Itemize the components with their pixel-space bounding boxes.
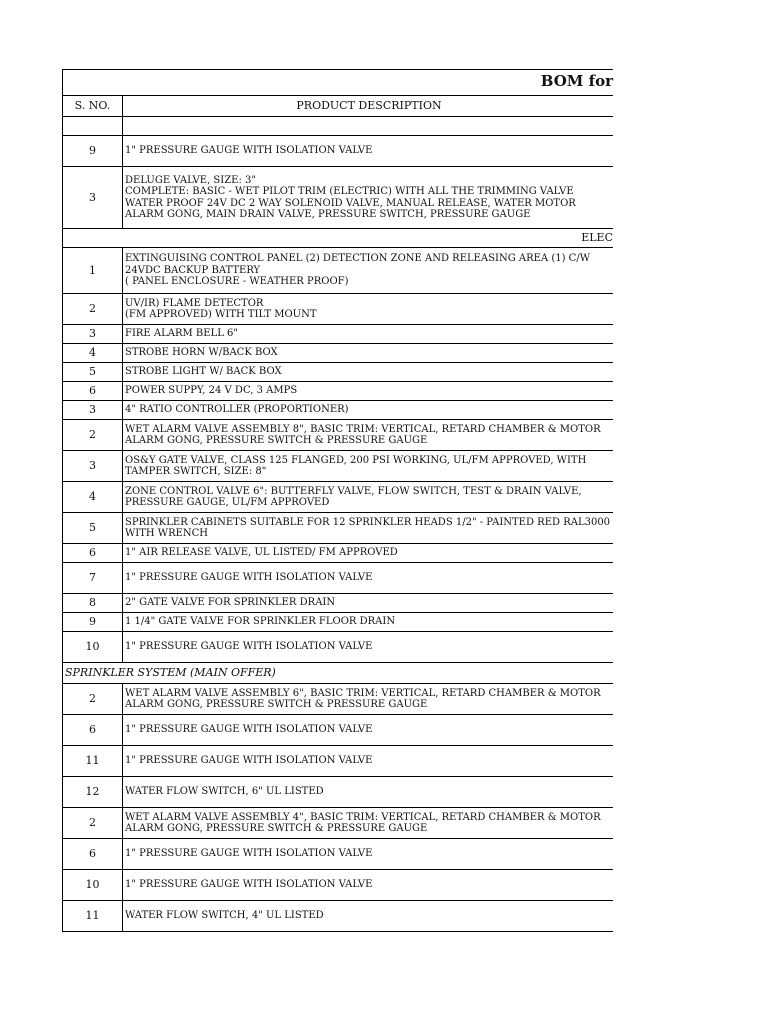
row-number: 3 [63,325,123,344]
row-description: FIRE ALARM BELL 6" [123,325,614,344]
row-number: 5 [63,513,123,544]
row-number: 6 [63,715,123,746]
row-number: 7 [63,563,123,594]
table-row [63,870,614,901]
row-number: 3 [63,401,123,420]
table-row [63,248,614,294]
row-number: 2 [63,420,123,451]
table-row [63,746,614,777]
row-description: OS&Y GATE VALVE, CLASS 125 FLANGED, 200 PSI WORKING, UL/FM APPROVED, WITH TAMPER SWITCH, SIZE: 8" [123,451,614,482]
table-row [63,544,614,563]
row-number: 8 [63,594,123,613]
table-row [63,808,614,839]
blank-row [63,117,614,136]
row-number: 9 [63,136,123,167]
rows-a [63,136,614,229]
rows-b [63,248,614,663]
row-number: 3 [63,451,123,482]
sheet-title: BOM for [540,72,613,90]
table-row [63,901,614,932]
blank-cell [123,117,614,136]
section-electric-title: ELEC [63,229,614,248]
row-description: DELUGE VALVE, SIZE: 3" COMPLETE: BASIC - WET PILOT TRIM (ELECTRIC) WITH ALL THE TRIMMING VALVE WATER PROOF 24V DC 2 WAY SOLENOID VALVE, MANUAL RELEASE, WATER MOTOR ALARM GONG, MAIN DRAIN VALVE, PRESSURE SWITCH, PRESSURE GAUGE [123,167,614,229]
table-row [63,401,614,420]
row-description: 1" PRESSURE GAUGE WITH ISOLATION VALVE [123,715,614,746]
row-description: WATER FLOW SWITCH, 4" UL LISTED [123,901,614,932]
bom-table [62,95,613,663]
table-row [63,839,614,870]
header-row [63,96,614,117]
table-row [63,684,614,715]
table-row [63,632,614,663]
table-row [63,594,614,613]
table-row [63,613,614,632]
table-row [63,420,614,451]
row-description: 4" RATIO CONTROLLER (PROPORTIONER) [123,401,614,420]
row-number: 2 [63,294,123,325]
row-description: 1" PRESSURE GAUGE WITH ISOLATION VALVE [123,746,614,777]
table-row [63,482,614,513]
row-number: 11 [63,901,123,932]
row-number: 6 [63,544,123,563]
table-row [63,363,614,382]
row-description: 1" PRESSURE GAUGE WITH ISOLATION VALVE [123,632,614,663]
title-row [62,69,613,95]
row-description: UV/IR) FLAME DETECTOR (FM APPROVED) WITH TILT MOUNT [123,294,614,325]
table-row [63,563,614,594]
row-number: 6 [63,839,123,870]
rows-c [63,684,614,932]
table-row [63,715,614,746]
row-description: WATER FLOW SWITCH, 6" UL LISTED [123,777,614,808]
row-description: 1" PRESSURE GAUGE WITH ISOLATION VALVE [123,136,614,167]
row-number: 5 [63,363,123,382]
bom-table-sprinkler [62,683,613,932]
header-description: PRODUCT DESCRIPTION [123,96,614,117]
row-description: 1 1/4" GATE VALVE FOR SPRINKLER FLOOR DRAIN [123,613,614,632]
table-row [63,777,614,808]
table-row [63,382,614,401]
section-row [63,229,614,248]
row-description: STROBE HORN W/BACK BOX [123,344,614,363]
row-description: EXTINGUISING CONTROL PANEL (2) DETECTION ZONE AND RELEASING AREA (1) C/W 24VDC BACKUP BATTERY ( PANEL ENCLOSURE - WEATHER PROOF) [123,248,614,294]
row-description: ZONE CONTROL VALVE 6": BUTTERFLY VALVE, FLOW SWITCH, TEST & DRAIN VALVE, PRESSURE GAUGE, UL/FM APPROVED [123,482,614,513]
row-number: 6 [63,382,123,401]
row-number: 4 [63,482,123,513]
row-number: 9 [63,613,123,632]
table-row [63,344,614,363]
row-number: 10 [63,632,123,663]
row-description: 1" PRESSURE GAUGE WITH ISOLATION VALVE [123,563,614,594]
blank-cell [63,117,123,136]
row-description: WET ALARM VALVE ASSEMBLY 4", BASIC TRIM: VERTICAL, RETARD CHAMBER & MOTOR ALARM GONG, PRESSURE SWITCH & PRESSURE GAUGE [123,808,614,839]
row-number: 3 [63,167,123,229]
row-number: 1 [63,248,123,294]
row-description: 2" GATE VALVE FOR SPRINKLER DRAIN [123,594,614,613]
table-row [63,513,614,544]
row-description: STROBE LIGHT W/ BACK BOX [123,363,614,382]
row-description: SPRINKLER CABINETS SUITABLE FOR 12 SPRINKLER HEADS 1/2" - PAINTED RED RAL3000 WITH WRENCH [123,513,614,544]
table-row [63,136,614,167]
row-number: 4 [63,344,123,363]
row-number: 2 [63,808,123,839]
row-number: 2 [63,684,123,715]
table-row [63,294,614,325]
bom-sheet [62,69,613,932]
row-number: 12 [63,777,123,808]
row-description: 1" PRESSURE GAUGE WITH ISOLATION VALVE [123,839,614,870]
sprinkler-subheading: SPRINKLER SYSTEM (MAIN OFFER) [62,663,613,683]
table-row [63,325,614,344]
row-description: 1" AIR RELEASE VALVE, UL LISTED/ FM APPROVED [123,544,614,563]
row-description: POWER SUPPY, 24 V DC, 3 AMPS [123,382,614,401]
row-description: WET ALARM VALVE ASSEMBLY 8", BASIC TRIM: VERTICAL, RETARD CHAMBER & MOTOR ALARM GONG, PRESSURE SWITCH & PRESSURE GAUGE [123,420,614,451]
row-number: 11 [63,746,123,777]
row-number: 10 [63,870,123,901]
table-row [63,167,614,229]
table-row [63,451,614,482]
row-description: WET ALARM VALVE ASSEMBLY 6", BASIC TRIM: VERTICAL, RETARD CHAMBER & MOTOR ALARM GONG, PRESSURE SWITCH & PRESSURE GAUGE [123,684,614,715]
row-description: 1" PRESSURE GAUGE WITH ISOLATION VALVE [123,870,614,901]
header-sno: S. NO. [63,96,123,117]
